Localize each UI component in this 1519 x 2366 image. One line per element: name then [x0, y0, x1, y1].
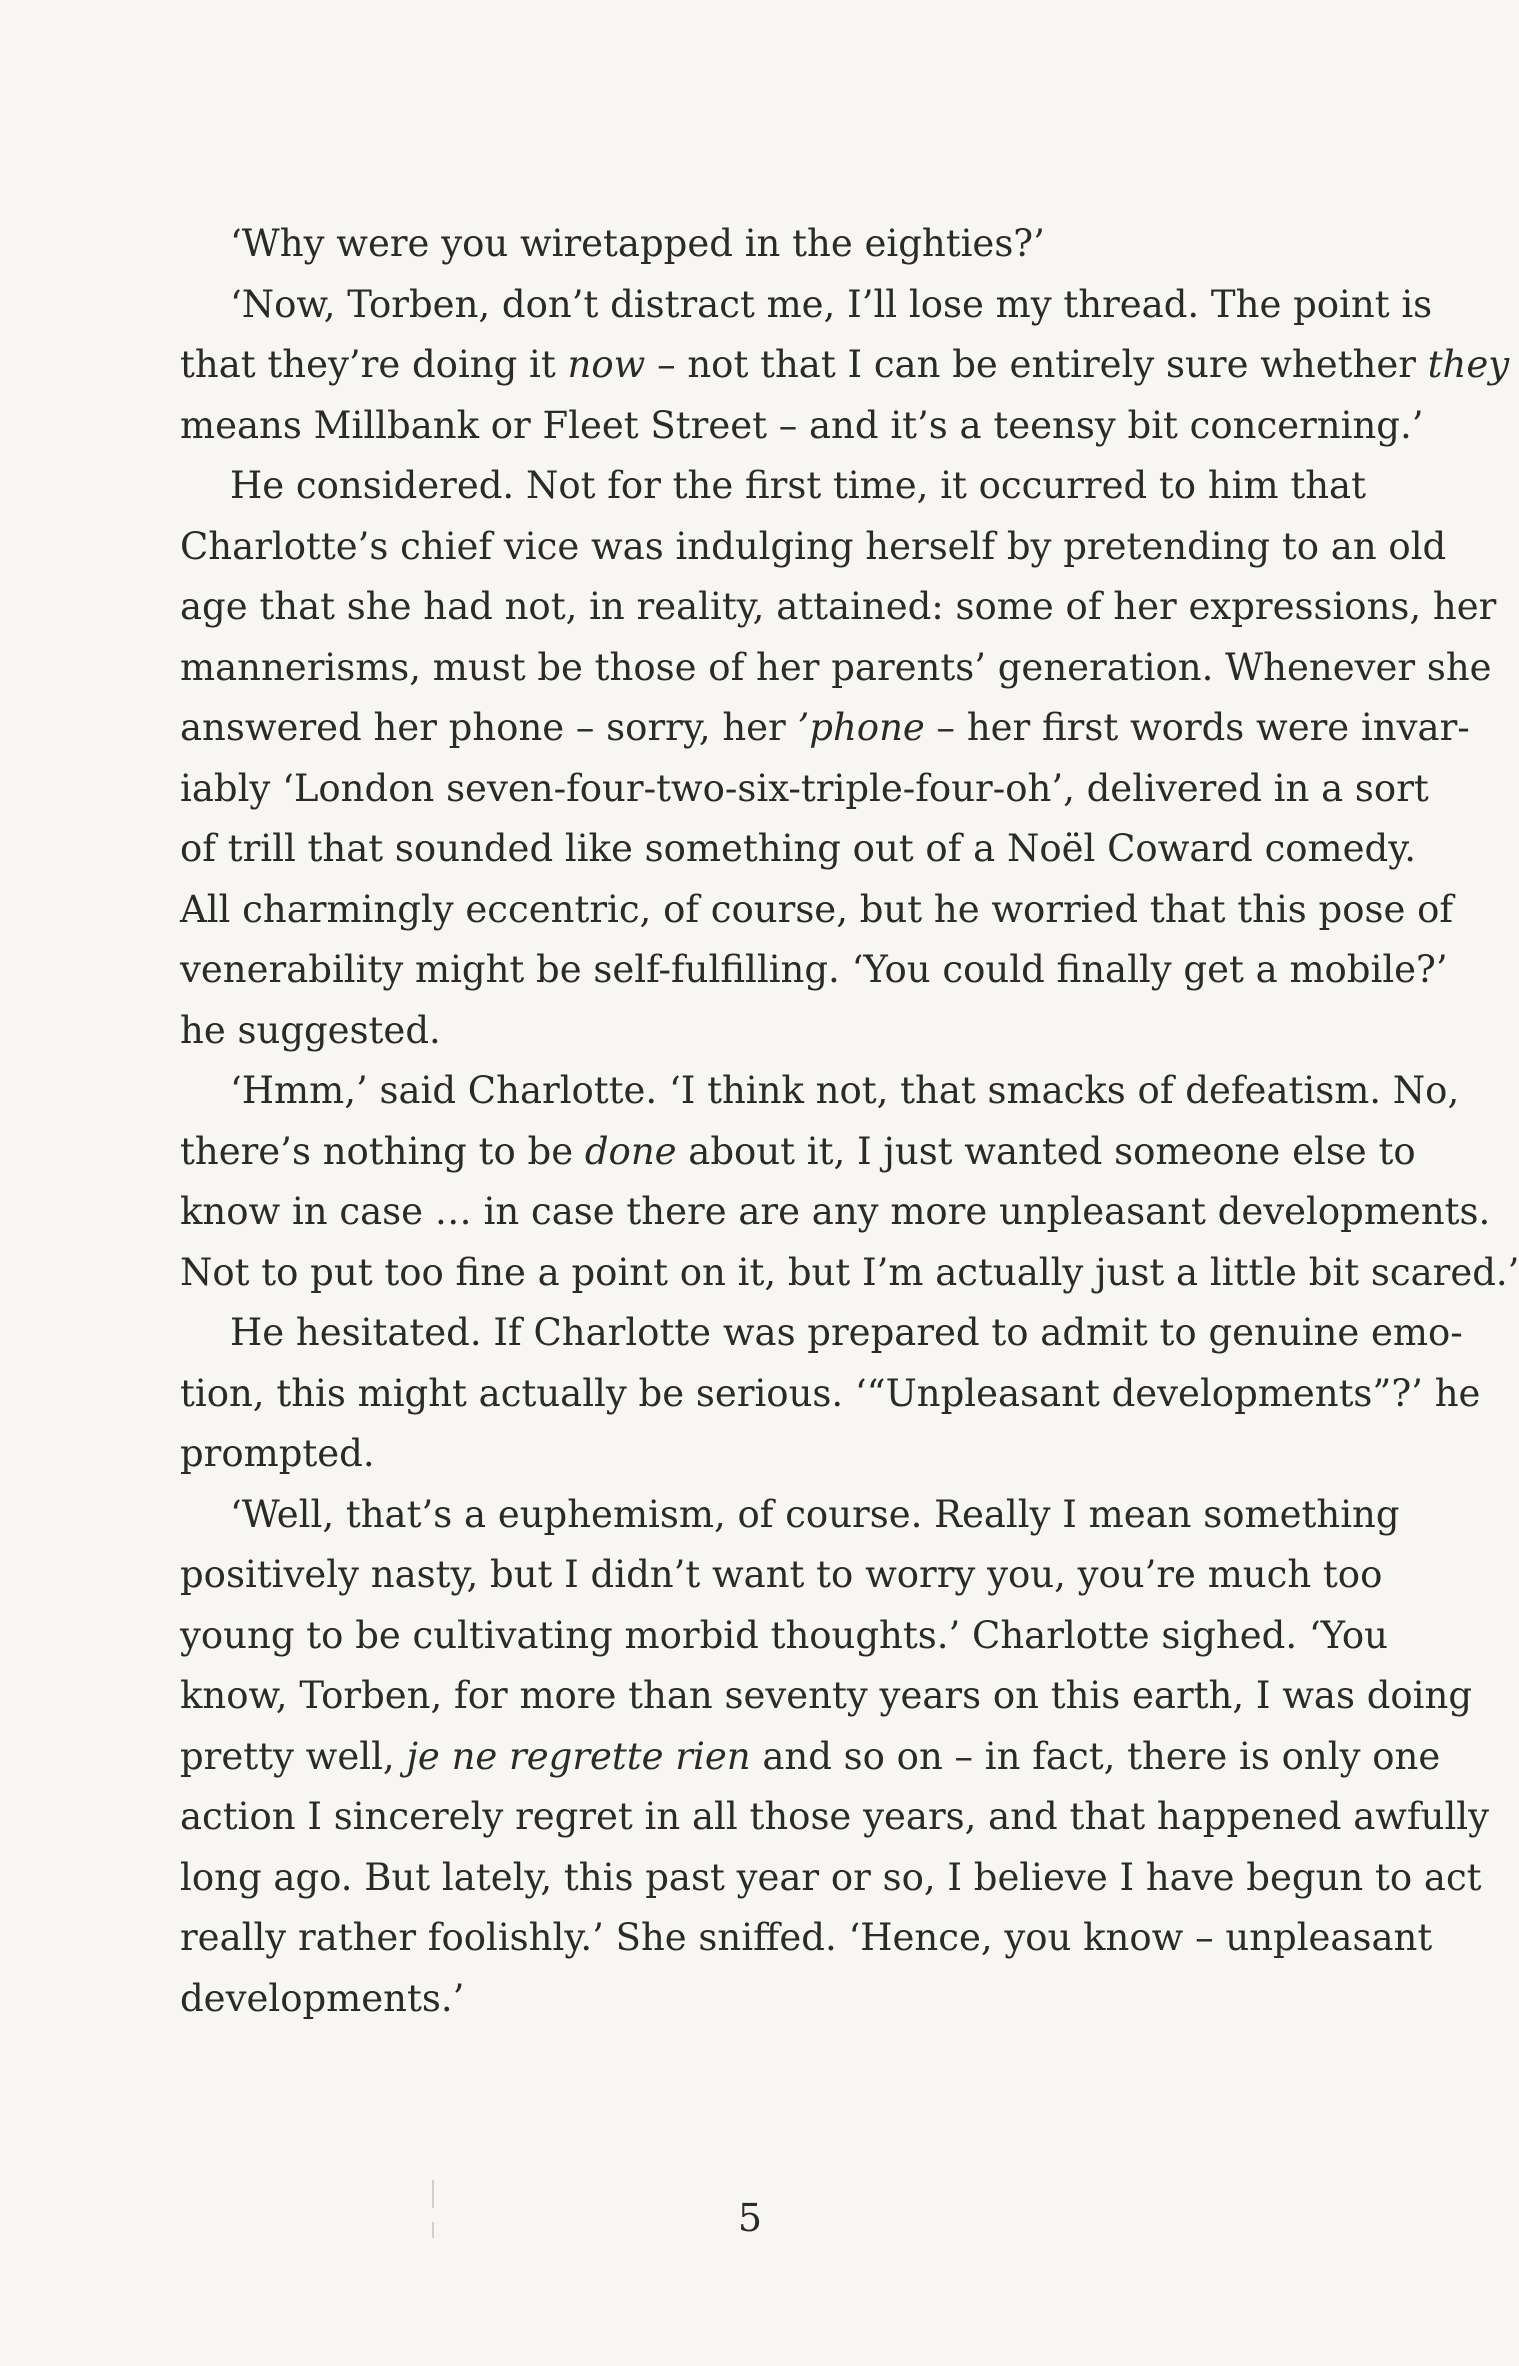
text-run: of trill that sounded like something out of a Noël Coward comedy. — [180, 827, 1416, 870]
text-line — [180, 456, 1366, 517]
text-line — [180, 1969, 1306, 2030]
text-line — [180, 1727, 1441, 1788]
paragraph — [180, 275, 1510, 457]
text-line — [180, 759, 1429, 820]
text-run: ‘Hmm,’ said Charlotte. ‘I think not, that smacks of defeatism. No, — [230, 1069, 1460, 1112]
text-run: – her first words were invar- — [924, 706, 1470, 749]
text-run: know, Torben, for more than seventy years on this earth, I was doing — [180, 1674, 1473, 1717]
text-run: mannerisms, must be those of her parents’ generation. Whenever she — [180, 645, 1492, 689]
paragraph — [180, 1303, 1481, 1485]
text-run: He considered. Not for the first time, it occurred to him that — [230, 464, 1366, 507]
text-line — [180, 1061, 1460, 1122]
text-run: – not that I can be entirely sure whether — [645, 343, 1428, 386]
text-run: ‘Why were you wiretapped in the eighties?’ — [230, 222, 1045, 265]
text-line — [180, 1243, 1519, 1304]
text-run: developments.’ — [180, 1976, 465, 2020]
text-line — [180, 396, 1424, 457]
text-line — [180, 638, 1492, 699]
text-line — [180, 880, 1454, 941]
text-line — [180, 1908, 1433, 1969]
text-run: long ago. But lately, this past year or so, I believe I have begun to act — [180, 1855, 1482, 1899]
text-run: venerability might be self-fulfilling. ‘You could finally get a mobile?’ — [180, 948, 1448, 991]
text-run: He hesitated. If Charlotte was prepared to admit to genuine emo- — [230, 1311, 1463, 1354]
text-line — [180, 819, 1416, 880]
paragraph — [180, 1485, 1490, 2030]
italic-text: done — [584, 1129, 677, 1173]
page-number: 5 — [737, 2196, 763, 2240]
text-line — [180, 1303, 1463, 1364]
text-run: about it, I just wanted someone else to — [676, 1129, 1416, 1173]
text-run: prompted. — [180, 1432, 375, 1475]
text-line — [180, 275, 1433, 336]
text-line — [180, 1364, 1481, 1425]
text-run: that they’re doing it — [180, 343, 568, 386]
text-line — [180, 214, 1306, 275]
paragraph — [180, 214, 1306, 275]
text-line — [180, 1787, 1490, 1848]
text-line — [180, 1001, 1306, 1062]
text-line — [180, 1848, 1482, 1909]
text-run: young to be cultivating morbid thoughts.’ Charlotte sighed. ‘You — [180, 1613, 1388, 1657]
italic-text: they — [1427, 343, 1510, 386]
text-line — [180, 1424, 1306, 1485]
italic-text: je ne regrette rien — [406, 1734, 751, 1778]
text-line — [180, 1182, 1491, 1243]
text-run: All charmingly eccentric, of course, but he worried that this pose of — [180, 887, 1454, 931]
paragraph — [180, 456, 1497, 1061]
scan-artifact — [432, 2222, 434, 2238]
text-run: action I sincerely regret in all those years, and that happened awfully — [180, 1795, 1490, 1838]
body-text — [180, 214, 1519, 2029]
text-run: answered her phone – sorry, her — [180, 706, 798, 749]
text-run: ‘Now, Torben, don’t distract me, I’ll lose my thread. The point is — [230, 282, 1433, 326]
text-line — [180, 1122, 1416, 1183]
text-run: means Millbank or Fleet Street – and it’s a teensy bit concerning.’ — [180, 403, 1424, 447]
text-run: age that she had not, in reality, attained: some of her expressions, her — [180, 585, 1497, 628]
text-run: he suggested. — [180, 1008, 441, 1052]
text-line — [180, 1666, 1473, 1727]
text-line — [180, 577, 1497, 638]
italic-text: now — [567, 343, 646, 386]
paragraph — [180, 1061, 1519, 1303]
scan-artifact — [432, 2180, 434, 2208]
text-line — [180, 1485, 1400, 1546]
text-run: tion, this might actually be serious. ‘“Unpleasant developments”?’ he — [180, 1371, 1481, 1415]
text-line — [180, 1606, 1388, 1667]
text-run: Charlotte’s chief vice was indulging herself by pretending to an old — [180, 524, 1447, 568]
text-run: and so on – in fact, there is only one — [750, 1734, 1441, 1778]
text-run: pretty well, — [180, 1734, 407, 1778]
italic-text: ’phone — [797, 706, 925, 749]
text-run: positively nasty, but I didn’t want to worry you, you’re much too — [180, 1553, 1383, 1596]
text-line — [180, 940, 1448, 1001]
text-run: there’s nothing to be — [180, 1129, 585, 1173]
text-line — [180, 1545, 1383, 1606]
text-run: really rather foolishly.’ She sniffed. ‘Hence, you know – unpleasant — [180, 1916, 1433, 1959]
text-line — [180, 335, 1510, 396]
text-run: ‘Well, that’s a euphemism, of course. Really I mean something — [230, 1492, 1400, 1536]
text-run: know in case … in case there are any more unpleasant developments. — [180, 1190, 1491, 1233]
text-run: Not to put too fine a point on it, but I’m actually just a little bit scared.’ — [180, 1250, 1519, 1294]
text-line — [180, 517, 1447, 578]
text-line — [180, 698, 1470, 759]
text-run: iably ‘London seven-four-two-six-triple-four-oh’, delivered in a sort — [180, 766, 1429, 810]
